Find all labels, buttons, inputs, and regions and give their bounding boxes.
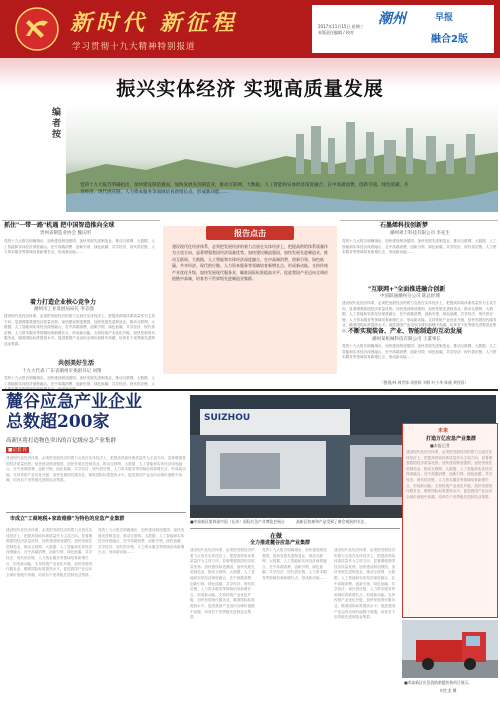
middle-lower-body-a: 建设现代化经济体系，必须把发展经济的着力点放在实体经济上，把提高供给体系质量作为主攻方向，显著增强我国经济质量优势。加快建设制造强国，加快发展先进制造业，推动互联网、大数据、人工智能和实体经济深度融合，在中高端消费、创新引领、绿色低碳、共享经济、现代供应链、人力资本服务等领域培育新增长点、形成新动能。支持传统产业优化升级，加快发展现代服务业，瞄准国际标准提高水平。促进我国产业迈向全球价值链中高端，培育若干世界级先进制造业集群。 bbox=[190, 548, 255, 620]
party-emblem-icon bbox=[14, 6, 60, 52]
right-article-3-body: 党的十九大报告明确指出，加快建设制造强国，加快发展先进制造业，推动互联网、大数据、人工智能和实体经济深度融合，在中高端消费、创新引领、绿色低碳、共享经济、现代供应链、人力资本服务等领域培育新增长点、形成新动能…… bbox=[342, 344, 497, 360]
left-article-2-byline: 潮州市工业发展局局长 李志强 bbox=[34, 307, 94, 312]
editor-note-label: 编者按 bbox=[52, 108, 62, 140]
left-article-1-byline: 贵州省制造业协会 魏庆明 bbox=[40, 231, 91, 236]
right-article-1-body: 党的十九大报告明确指出，加快建设制造强国，加快发展先进制造业，推动互联网、大数据、人工智能和实体经济深度融合，在中高端消费、创新引领、绿色低碳、共享经济、现代供应链、人力资本服务等领域培育新增长点、形成新动能…… bbox=[342, 239, 497, 255]
right-article-2-title: "互联网+"全面推进融合创新 bbox=[368, 286, 446, 293]
exhibit-sign: SUIZHOU bbox=[204, 413, 251, 423]
left-article-3-title: 共创美好生活 bbox=[58, 360, 95, 367]
masthead-subtitle: 学习贯彻十九大精神特别报道 bbox=[72, 42, 196, 52]
side-head: 未来 bbox=[438, 428, 449, 434]
lead-paragraph: 党的十九大报告明确指出，加快建设制造强国，加快发展先进制造业，推动互联网、大数据、人工智能和实体经济深度融合，在中高端消费、创新引领、绿色低碳、共享经济、现代供应链、人力资本服务等领域培育新增长点、形成新动能…… bbox=[80, 183, 409, 195]
lower-subhead: 高新区将打造物色突出的百亿级应急产业集群 bbox=[6, 438, 117, 444]
divider bbox=[340, 220, 498, 221]
left-article-2-body: 建设现代化经济体系，必须把发展经济的着力点放在实体经济上，把提高供给体系质量作为主攻方向，显著增强我国经济质量优势。加快建设制造强国，加快发展先进制造业，推动互联网、大数据、人工智能和实体经济深度融合，在中高端消费、创新引领、绿色低碳、共享经济、现代供应链、人力资本服务等领域培育新增长点、形成新动能。支持传统产业优化升级，加快发展现代服务业，瞄准国际标准提高水平。促进我国产业迈向全球价值链中高端，培育若干世界级先进制造业集群。 bbox=[4, 314, 155, 346]
paper-logo-sub: 早报 bbox=[435, 13, 454, 23]
report-highlight-tag: 报告点击 bbox=[234, 229, 266, 238]
left-article-1-body: 党的十九大报告明确指出，加快建设制造强国，加快发展先进制造业，推动互联网、大数据、人工智能和实体经济深度融合，在中高端消费、创新引领、绿色低碳、共享经济、现代供应链、人力资本服务等领域培育新增长点、形成新动能…… bbox=[4, 239, 155, 255]
caption-left: ■中高新区第四届中国（长沙）国际应急产业博览会展台 bbox=[190, 519, 285, 524]
middle-lower-body-b: 党的十九大报告明确指出，加快建设制造强国，加快发展先进制造业，推动互联网、大数据、人工智能和实体经济深度融合，在中高端消费、创新引领、绿色低碳、共享经济、现代供应链、人力资本服务等领域培育新增长点、形成新动能…… bbox=[262, 548, 327, 580]
edition-label: 融合2版 bbox=[431, 34, 468, 45]
right-article-1-title: 石墨烯科技创新梦 bbox=[380, 222, 429, 229]
middle-lower-head: 在做 bbox=[270, 533, 283, 540]
left-lower-headline: 市成立"工商地税+家政维修"为特色的应急产业集群 bbox=[10, 516, 125, 522]
date-line: 2017年11月15日 星期三 bbox=[318, 24, 364, 29]
masthead-banner bbox=[0, 0, 500, 58]
lower-headline-line1: 麓谷应急产业企业 bbox=[6, 392, 142, 412]
side-credit: 何生龙 摄 bbox=[440, 688, 457, 693]
right-article-3-title: 不断实现装备、产业、智能制造的互动发展 bbox=[348, 328, 463, 335]
masthead-meta bbox=[318, 24, 428, 35]
right-article-2-body: 建设现代化经济体系，必须把发展经济的着力点放在实体经济上，把提高供给体系质量作为主攻方向，显著增强我国经济质量优势。加快建设制造强国，加快发展先进制造业，推动互联网、大数据、人工智能和实体经济深度融合，在中高端消费、创新引领、绿色低碳、共享经济、现代供应链、人力资本服务等领域培育新增长点、形成新动能。支持传统产业优化升级，加快发展现代服务业，瞄准国际标准提高水平。促进我国产业迈向全球价值链中高端，培育若干世界级先进制造业集群。 bbox=[342, 301, 497, 333]
middle-lower-sub: 全力推进麓谷应急产业集群 bbox=[250, 540, 311, 546]
page-title: 振兴实体经济 实现高质量发展 bbox=[116, 78, 384, 100]
left-lower-body-b: 党的十九大报告明确指出，加快建设制造强国，加快发展先进制造业，推动互联网、大数据、人工智能和实体经济深度融合，在中高端消费、创新引领、绿色低碳、共享经济、现代供应链、人力资本服务等领域培育新增长点、形成新动能…… bbox=[98, 528, 185, 555]
side-body: 建设现代化经济体系，必须把发展经济的着力点放在实体经济上，把提高供给体系质量作为主攻方向，显著增强我国经济质量优势。加快建设制造强国，加快发展先进制造业，推动互联网、大数据、人工智能和实体经济深度融合，在中高端消费、创新引领、绿色低碳、共享经济、现代供应链、人力资本服务等领域培育新增长点、形成新动能。支持传统产业优化升级，加快发展现代服务业，瞄准国际标准提高水平。促进我国产业迈向全球价值链中高端，培育若干世界级先进制造业集群。 bbox=[406, 450, 493, 499]
credit-line: （整理/林 韩世锋 周跃辉 刘婷 叶小华 陈晓 黄智蓉） bbox=[380, 380, 469, 385]
lower-intro-body: 建设现代化经济体系，必须把发展经济的着力点放在实体经济上，把提高供给体系质量作为主攻方向，显著增强我国经济质量优势。加快建设制造强国，加快发展先进制造业，推动互联网、大数据、人工智能和实体经济深度融合，在中高端消费、创新引领、绿色低碳、共享经济、现代供应链、人力资本服务等领域培育新增长点、形成新动能。支持传统产业优化升级，加快发展现代服务业，瞄准国际标准提高水平。促进我国产业迈向全球价值链中高端，培育若干世界级先进制造业集群。 bbox=[6, 456, 186, 483]
side-title: 打造万亿应急产业集群 bbox=[425, 436, 476, 442]
side-byline: ■本报记者 bbox=[430, 443, 450, 448]
middle-lower-body-c: 建设现代化经济体系，必须把发展经济的着力点放在实体经济上，把提高供给体系质量作为主攻方向，显著增强我国经济质量优势。加快建设制造强国，加快发展先进制造业，推动互联网、大数据、人工智能和实体经济深度融合，在中高端消费、创新引领、绿色低碳、共享经济、现代供应链、人力资本服务等领域培育新增长点、形成新动能。支持传统产业优化升级，加快发展现代服务业，瞄准国际标准提高水平。促进我国产业迈向全球价值链中高端，培育若干世界级先进制造业集群。 bbox=[334, 548, 396, 620]
masthead-brand: 新时代 新征程 bbox=[70, 10, 238, 36]
fire-engine-photo bbox=[402, 620, 498, 678]
right-article-2-byline: 中国联通潮州分公司 陈总经理 bbox=[380, 294, 440, 299]
caption-right: 高新区装备和产品受到了参会观展的关注。 bbox=[296, 519, 369, 524]
report-highlight-body: 建设现代化经济体系，必须把发展经济的着力点放在实体经济上，把提高供给体系质量作为主攻方向，显著增强我国经济质量优势。加快建设制造强国，加快发展先进制造业，推动互联网、大数据、人工智能和实体经济深度融合，在中高端消费、创新引领、绿色低碳、共享经济、现代供应链、人力资本服务等领域培育新增长点、形成新动能。支持传统产业优化升级，加快发展现代服务业，瞄准国际标准提高水平。促进我国产业迈向全球价值链中高端，培育若干世界级先进制造业集群。 bbox=[172, 244, 328, 282]
divider bbox=[2, 220, 160, 221]
paper-logo: 潮州 bbox=[378, 11, 406, 27]
right-article-1-byline: 潮州翠丰科技有限公司 李先生 bbox=[390, 231, 450, 236]
side-caption: ■市高新区应急消防救援扶持项目展示。 bbox=[404, 680, 473, 685]
lower-headline-line2: 总数超200家 bbox=[6, 412, 110, 432]
left-article-3-byline: 十九大代表 广东省潮州市委副书记 刘翔 bbox=[22, 369, 102, 374]
meta-line: 本版责任编辑 / 校对 bbox=[318, 29, 354, 35]
left-article-1-title: 抓住"一带一路"机遇 把中国智造推向全球 bbox=[4, 222, 115, 229]
right-article-3-byline: 潮州某机械科技有限公司 王董事长 bbox=[372, 337, 441, 342]
left-article-3-body: 党的十九大报告明确指出，加快建设制造强国，加快发展先进制造业，推动互联网、大数据、人工智能和实体经济深度融合，在中高端消费、创新引领、绿色低碳、共享经济、现代供应链、人 bbox=[4, 376, 155, 386]
left-article-2-title: 着力打造企业核心竞争力 bbox=[30, 299, 97, 306]
divider bbox=[190, 528, 400, 529]
left-lower-body-a: 建设现代化经济体系，必须把发展经济的着力点放在实体经济上，把提高供给体系质量作为主攻方向，显著增强我国经济质量优势。加快建设制造强国，加快发展先进制造业，推动互联网、大数据、人工智能和实体经济深度融合，在中高端消费、创新引领、绿色低碳、共享经济、现代供应链、人力资本服务等领域培育新增长点、形成新动能。支持传统产业优化升级，加快发展现代服务业，瞄准国际标准提高水平。促进我国产业迈向全球价值链中高端，培育若干世界级先进制造业集群。 bbox=[6, 528, 93, 577]
lower-reporter-tag: ■记者 许 bbox=[8, 448, 28, 453]
divider bbox=[6, 512, 186, 513]
section-divider bbox=[2, 389, 498, 391]
